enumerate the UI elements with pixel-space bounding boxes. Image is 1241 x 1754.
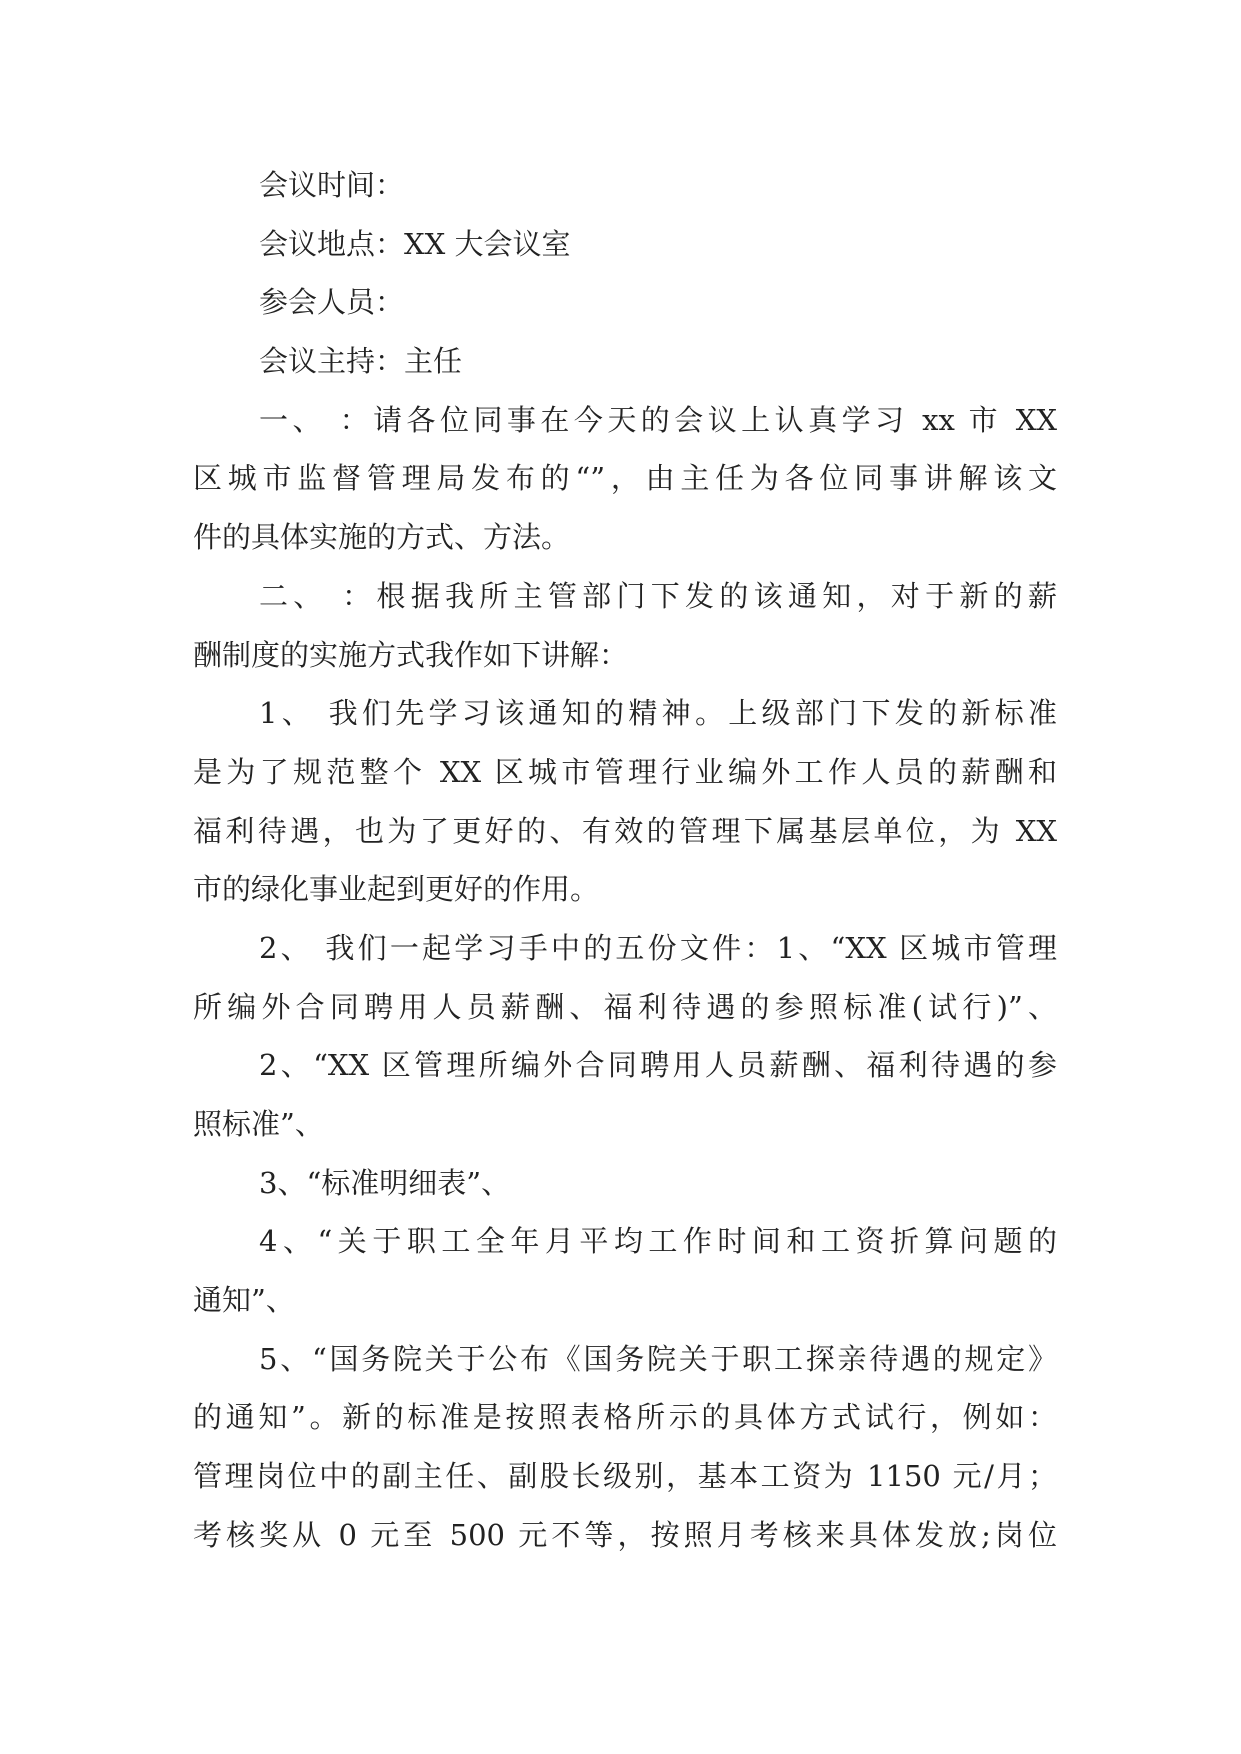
text-line: 的通知”。新的标准是按照表格所示的具体方式试行，例如：	[193, 1400, 1057, 1435]
text-line: 5、“国务院关于公布《国务院关于职工探亲待遇的规定》	[259, 1341, 1057, 1376]
meeting-host	[0, 332, 1241, 391]
text-line: 福利待遇，也为了更好的、有效的管理下属基层单位，为 XX	[193, 813, 1057, 848]
text-line: 所编外合同聘用人员薪酬、福利待遇的参照标准(试行)”、	[193, 989, 1057, 1024]
text-line: 通知”、	[193, 1283, 295, 1318]
agenda-item-one	[0, 391, 1241, 567]
text-line: 会议主持：主任	[259, 344, 463, 379]
agenda-item-two	[0, 567, 1241, 684]
file-item-three	[0, 1154, 1241, 1213]
text-line: 会议地点：XX 大会议室	[259, 226, 571, 261]
document-body	[0, 156, 1241, 1565]
text-line: 管理岗位中的副主任、副股长级别，基本工资为 1150 元/月；	[193, 1459, 1057, 1494]
file-item-four	[0, 1212, 1241, 1329]
text-line: 市的绿化事业起到更好的作用。	[193, 872, 600, 907]
text-line: 2、 我们一起学习手中的五份文件：1、“XX 区城市管理	[259, 930, 1057, 965]
meeting-attendees	[0, 273, 1241, 332]
text-line: 一、 ：请各位同事在今天的会议上认真学习 xx 市 XX	[259, 402, 1057, 437]
text-line: 区城市监督管理局发布的“”，由主任为各位同事讲解该文	[193, 461, 1057, 496]
text-line: 3、“标准明细表”、	[259, 1165, 511, 1200]
point-one	[0, 684, 1241, 919]
meeting-location	[0, 215, 1241, 274]
text-line: 酬制度的实施方式我作如下讲解：	[193, 637, 629, 672]
point-two	[0, 919, 1241, 1036]
text-line: 1、 我们先学习该通知的精神。上级部门下发的新标准	[259, 696, 1057, 731]
text-line: 照标准”、	[193, 1107, 324, 1141]
file-item-five	[0, 1330, 1241, 1565]
text-line: 考核奖从 0 元至 500 元不等，按照月考核来具体发放;岗位	[193, 1517, 1057, 1552]
text-line: 2、“XX 区管理所编外合同聘用人员薪酬、福利待遇的参	[259, 1048, 1057, 1083]
text-line: 4、“关于职工全年月平均工作时间和工资折算问题的	[259, 1224, 1057, 1259]
text-line: 件的具体实施的方式、方法。	[193, 520, 571, 555]
text-line: 参会人员：	[259, 285, 405, 320]
text-line: 是为了规范整个 XX 区城市管理行业编外工作人员的薪酬和	[193, 754, 1057, 789]
file-item-two	[0, 1036, 1241, 1153]
text-line: 二、 ：根据我所主管部门下发的该通知，对于新的薪	[259, 578, 1057, 613]
text-line: 会议时间：	[259, 168, 405, 202]
meeting-time	[0, 156, 1241, 215]
